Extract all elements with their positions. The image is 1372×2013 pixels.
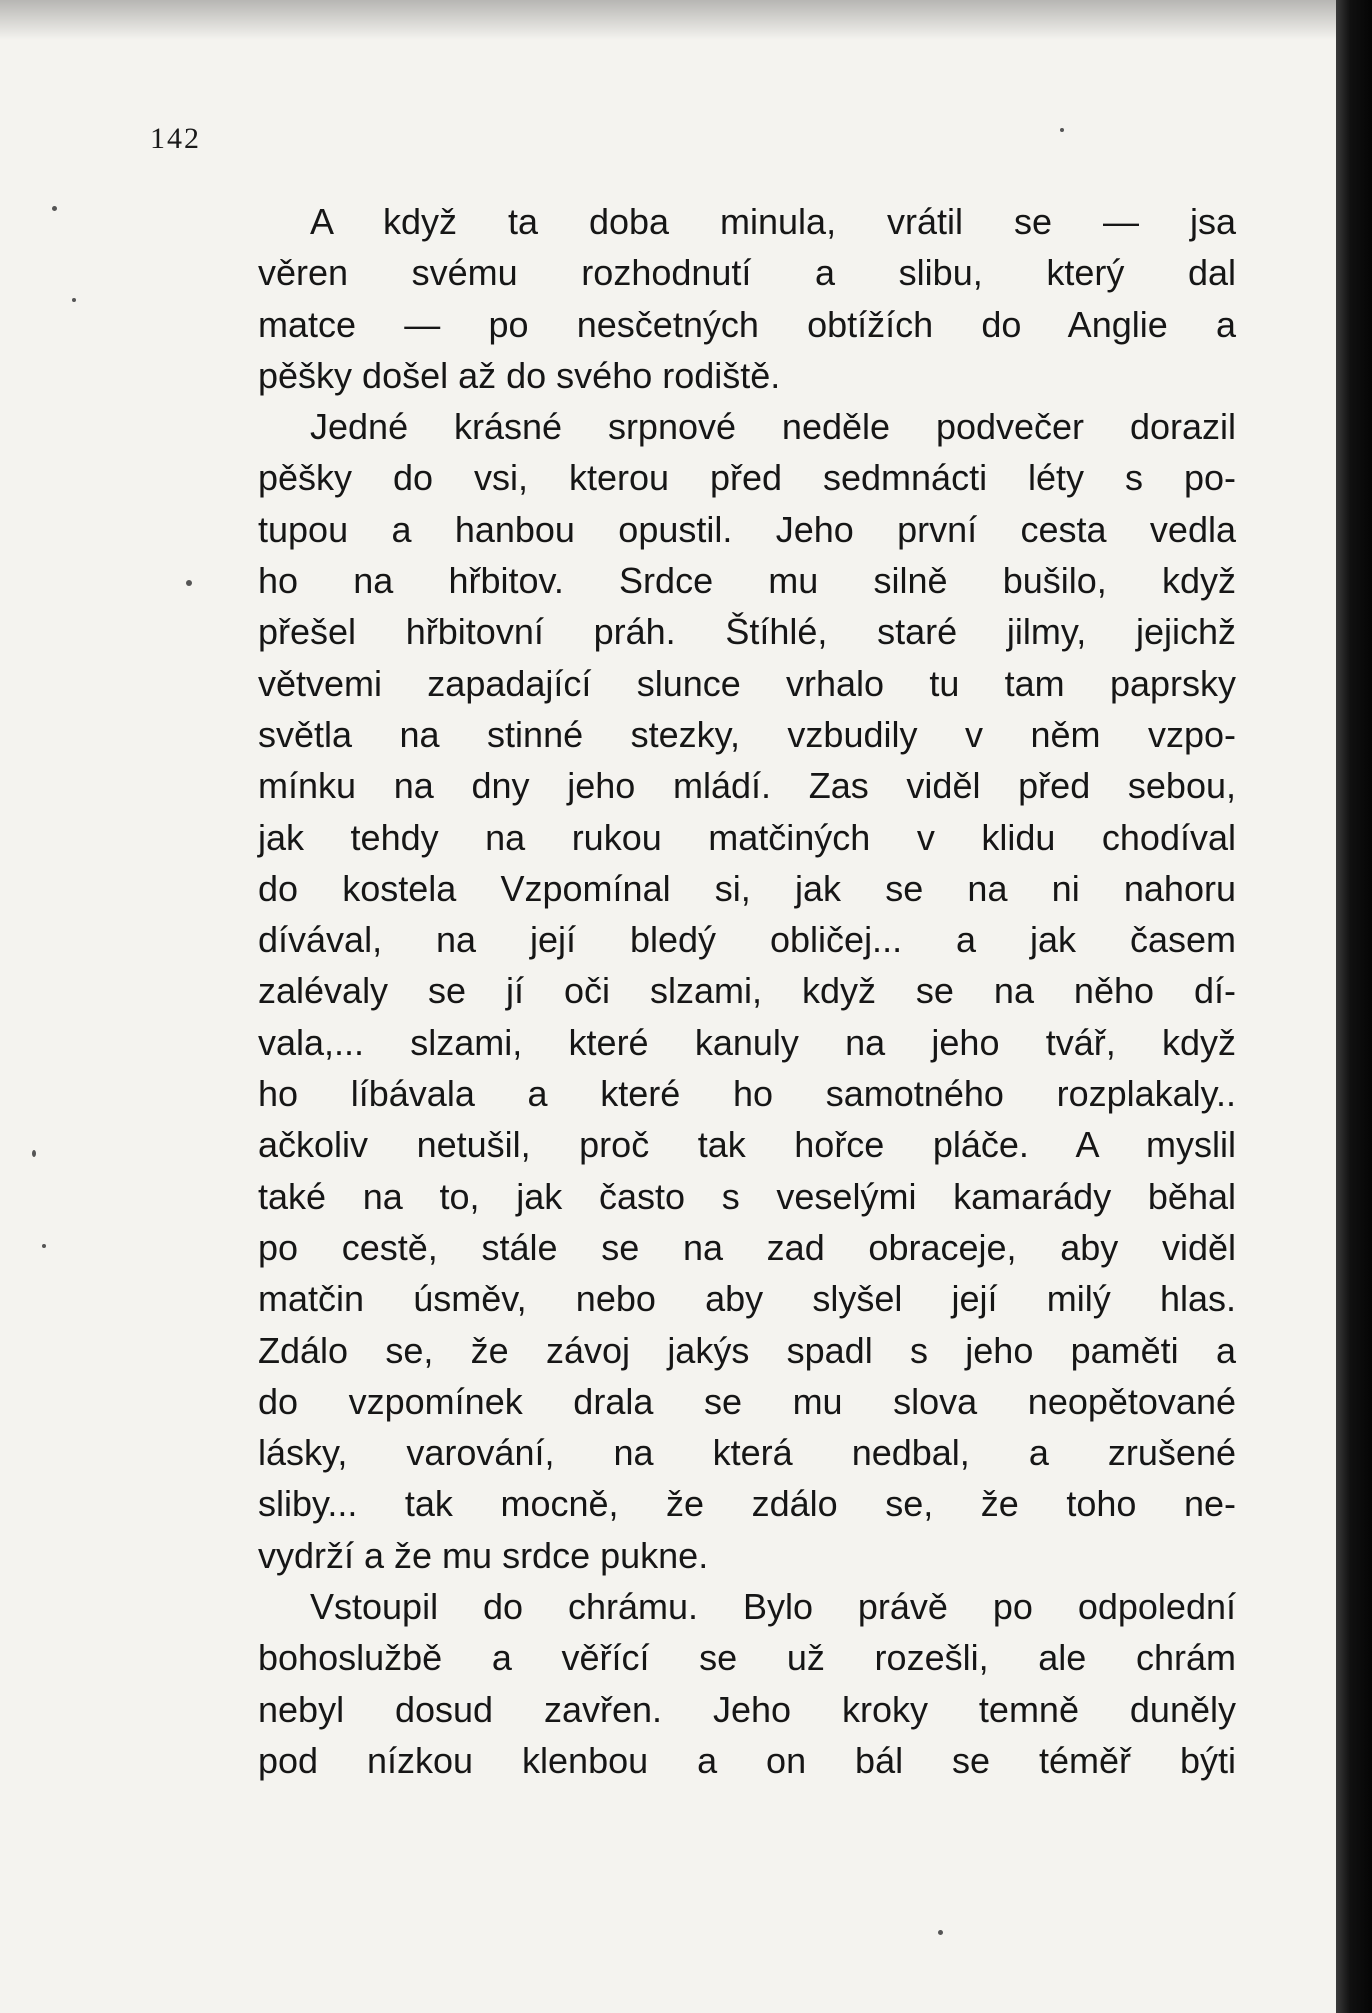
text-line: tupou a hanbou opustil. Jeho první cesta vedla <box>258 508 1236 550</box>
text-line: matce — po nesčetných obtížích do Anglie a <box>258 303 1236 345</box>
text-line: Vstoupil do chrámu. Bylo právě po odpolední <box>310 1586 1236 1628</box>
paper-speck <box>938 1930 943 1935</box>
text-line: Jedné krásné srpnové neděle podvečer dorazil <box>310 406 1236 448</box>
text-line: ačkoliv netušil, proč tak hořce pláče. A myslil <box>258 1124 1236 1166</box>
paper-speck <box>32 1150 36 1157</box>
text-line: po cestě, stále se na zad obraceje, aby viděl <box>258 1226 1236 1268</box>
text-line: pěšky do vsi, kterou před sedmnácti léty s po- <box>258 457 1236 499</box>
text-line: přešel hřbitovní práh. Štíhlé, staré jilmy, jejichž <box>258 611 1236 653</box>
text-line: větvemi zapadající slunce vrhalo tu tam paprsky <box>258 662 1236 704</box>
text-line: do kostela Vzpomínal si, jak se na ni nahoru <box>258 867 1236 909</box>
body-text <box>258 196 1236 1786</box>
paper-speck <box>52 206 57 211</box>
text-line: lásky, varování, na která nedbal, a zrušené <box>258 1432 1236 1474</box>
text-line: také na to, jak často s veselými kamarády běhal <box>258 1175 1236 1217</box>
text-line: světla na stinné stezky, vzbudily v něm vzpo- <box>258 713 1236 755</box>
text-line: pěšky došel až do svého rodiště. <box>258 354 781 396</box>
paper-speck <box>42 1244 46 1248</box>
page-top-shadow <box>0 0 1336 40</box>
text-line: matčin úsměv, nebo aby slyšel její milý hlas. <box>258 1278 1236 1320</box>
text-line: ho na hřbitov. Srdce mu silně bušilo, když <box>258 560 1236 602</box>
paper-speck <box>1060 128 1064 132</box>
text-line: pod nízkou klenbou a on bál se téměř býti <box>258 1739 1236 1781</box>
text-line: Zdálo se, že závoj jakýs spadl s jeho paměti a <box>258 1329 1236 1371</box>
text-line: zalévaly se jí oči slzami, když se na něho dí- <box>258 970 1236 1012</box>
text-line: nebyl dosud zavřen. Jeho kroky temně duněly <box>258 1688 1236 1730</box>
page-number: 142 <box>150 122 201 155</box>
text-line: dívával, na její bledý obličej... a jak časem <box>258 919 1236 961</box>
text-line: ho líbávala a které ho samotného rozplakaly.. <box>258 1073 1236 1115</box>
text-line: sliby... tak mocně, že zdálo se, že toho ne- <box>258 1483 1236 1525</box>
binding-edge <box>1336 0 1372 2013</box>
text-line: do vzpomínek drala se mu slova neopětované <box>258 1380 1236 1422</box>
text-line: mínku na dny jeho mládí. Zas viděl před sebou, <box>258 765 1236 807</box>
text-line: věren svému rozhodnutí a slibu, který dal <box>258 252 1236 294</box>
paper-speck <box>186 580 192 586</box>
text-line: bohoslužbě a věřící se už rozešli, ale chrám <box>258 1637 1236 1679</box>
text-line: vala,... slzami, které kanuly na jeho tvář, když <box>258 1021 1236 1063</box>
text-line: jak tehdy na rukou matčiných v klidu chodíval <box>258 816 1236 858</box>
text-line: vydrží a že mu srdce pukne. <box>258 1534 709 1576</box>
text-line: A když ta doba minula, vrátil se — jsa <box>310 201 1236 242</box>
paper-speck <box>72 298 76 302</box>
